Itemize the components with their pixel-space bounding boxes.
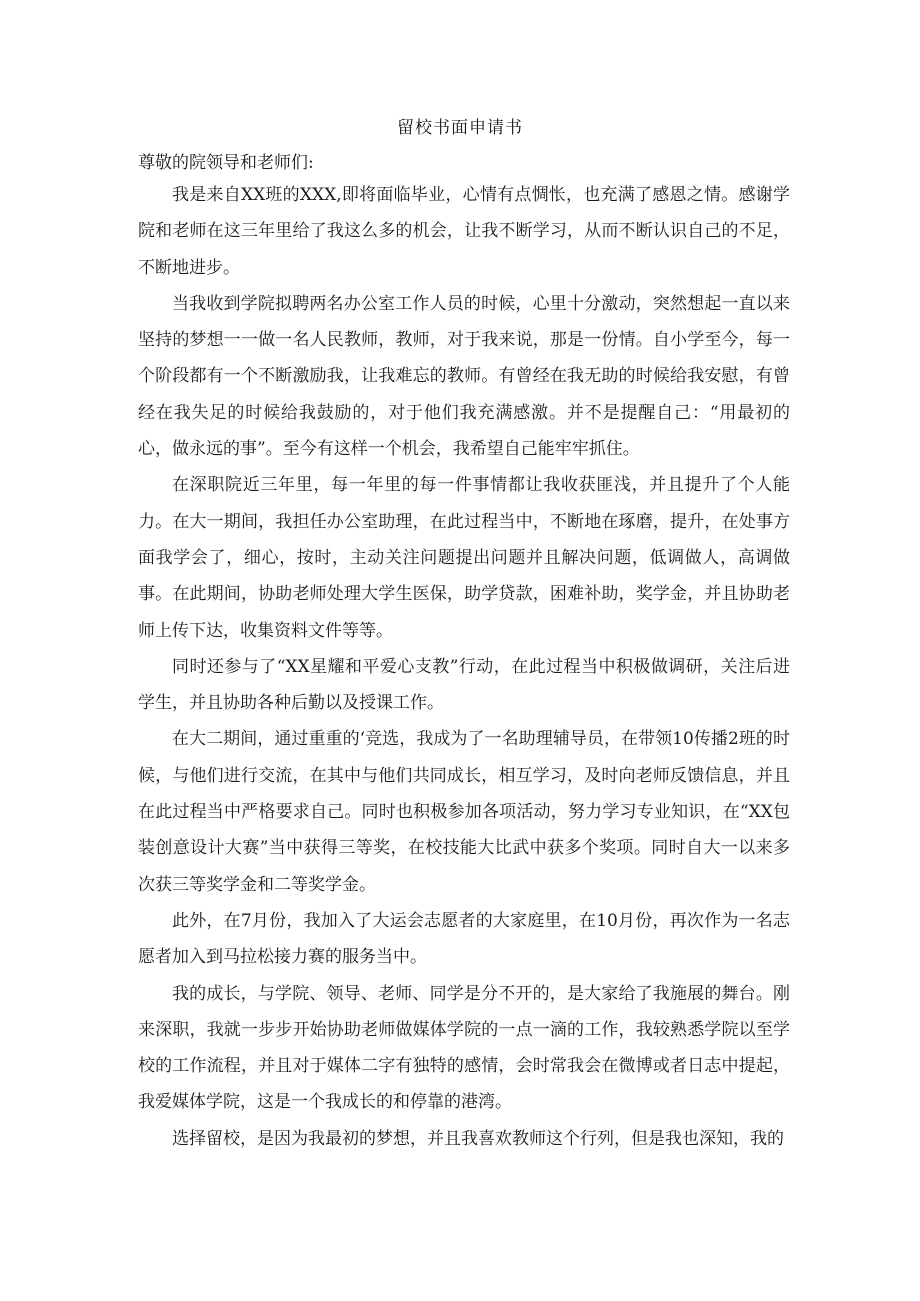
paragraph-7: 我的成长，与学院、领导、老师、同学是分不开的，是大家给了我施展的舞台。刚来深职，我就一步步开始协助老师做媒体学院的一点一滴的工作，我较熟悉学院以至学校的工作流程，并且对于媒体二字有独特的感情，会时常我会在微博或者日志中提起，我爱媒体学院，这是一个我成长的和停靠的港湾。 <box>138 983 790 1113</box>
paragraph-2: 当我收到学院拟聘两名办公室工作人员的时候，心里十分激动，突然想起一直以来坚持的梦想一一做一名人民教师，教师，对于我来说，那是一份情。自小学至今，每一个阶段都有一个不断激励我，让我难忘的教师。有曾经在我无助的时候给我安慰，有曾经在我失足的时候给我鼓励的，对于他们我充满感激。并不是提醒自己：“用最初的心，做永远的事”。至今有这样一个机会，我希望自己能牢牢抓住。 <box>138 293 790 460</box>
paragraph-8: 选择留校，是因为我最初的梦想，并且我喜欢教师这个行列，但是我也深知，我的 <box>172 1128 784 1149</box>
paragraph-3: 在深职院近三年里，每一年里的每一件事情都让我收获匪浅，并且提升了个人能力。在大一期间，我担任办公室助理，在此过程当中，不断地在琢磨，提升，在处事方面我学会了，细心，按时，主动关注问题提出问题并且解决问题，低调做人，高调做事。在此期间，协助老师处理大学生医保，助学贷款，困难补助，奖学金，并且协助老师上传下达，收集资料文件等等。 <box>138 475 790 641</box>
paragraph-5: 在大二期间，通过重重的‘竞选，我成为了一名助理辅导员，在带领10传播2班的时候，与他们进行交流，在其中与他们共同成长，相互学习，及时向老师反馈信息，并且在此过程当中严格要求自己。同时也积极参加各项活动，努力学习专业知识，在“XX包装创意设计大赛”当中获得三等奖，在校技能大比武中获多个奖项。同时自大一以来多次获三等奖学金和二等奖学金。 <box>138 729 790 895</box>
paragraph-6: 此外，在7月份，我加入了大运会志愿者的大家庭里，在10月份，再次作为一名志愿者加入到马拉松接力赛的服务当中。 <box>138 910 790 968</box>
salutation: 尊敬的院领导和老师们: <box>138 153 314 173</box>
paragraph-4: 同时还参与了“XX星耀和平爱心支教”行动，在此过程当中积极做调研，关注后进学生，并且协助各种后勤以及授课工作。 <box>138 656 790 714</box>
paragraph-1: 我是来自XX班的XXX,即将面临毕业，心情有点惆怅，也充满了感恩之情。感谢学院和老师在这三年里给了我这么多的机会，让我不断学习，从而不断认识自己的不足，不断地进步。 <box>138 185 790 278</box>
document-body <box>138 177 790 1157</box>
document-title: 留校书面申请书 <box>397 118 523 138</box>
